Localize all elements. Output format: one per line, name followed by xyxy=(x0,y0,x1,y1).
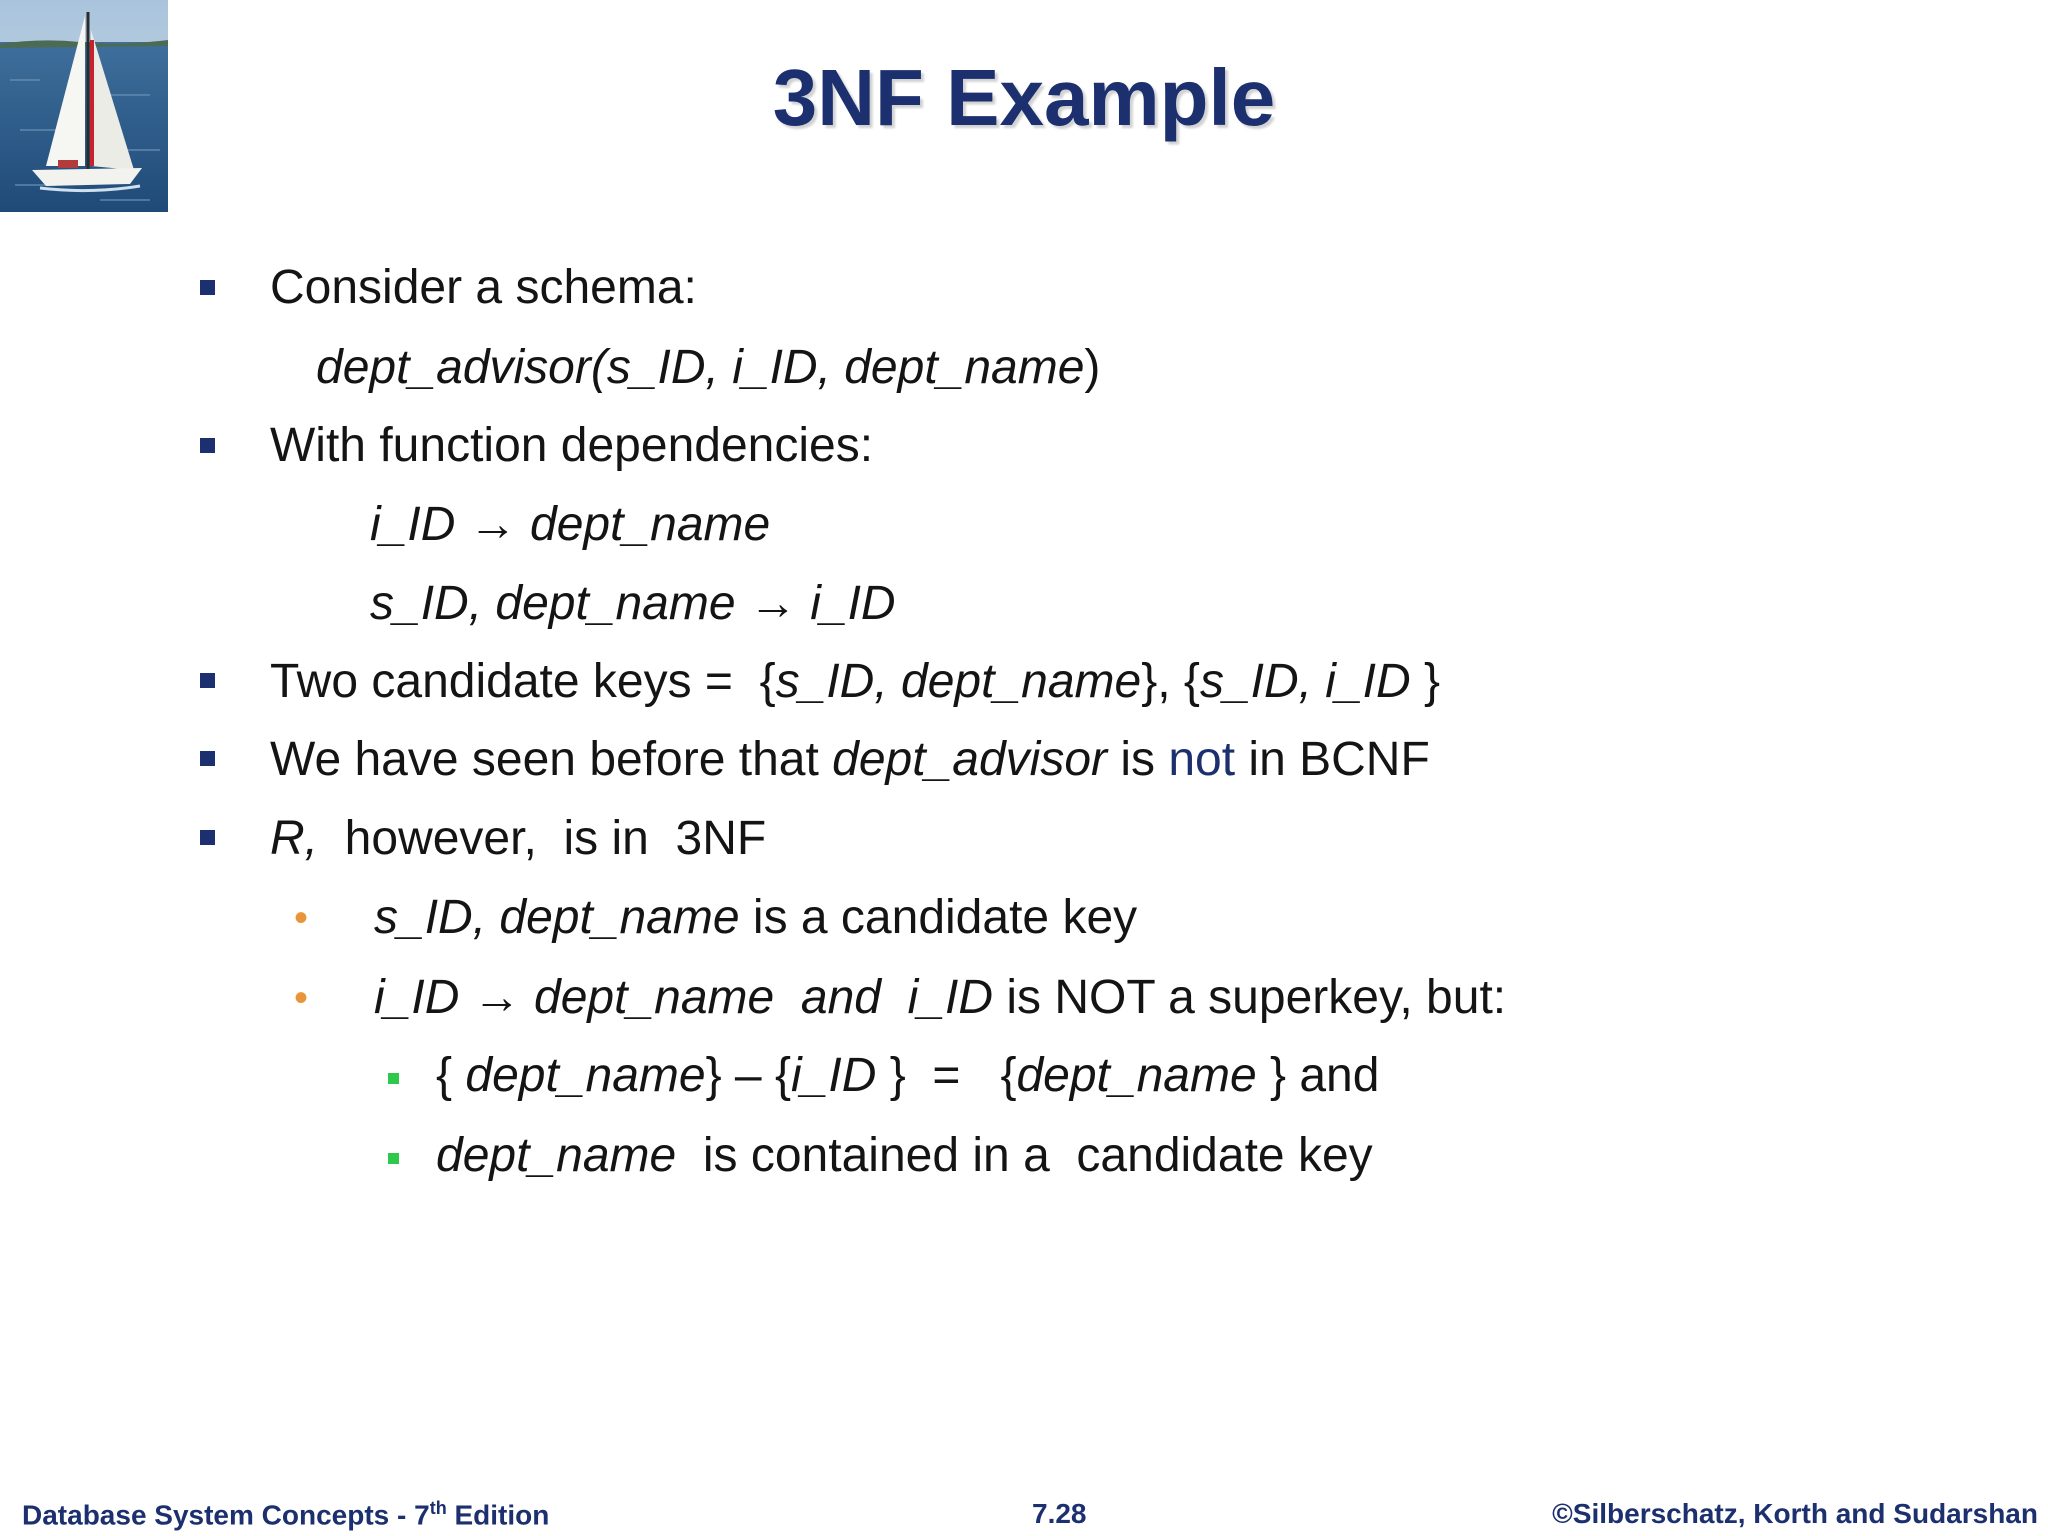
footer-copyright: ©Silberschatz, Korth and Sudarshan xyxy=(1552,1498,2038,1529)
footer-page-number: 7.28 xyxy=(1032,1498,1087,1529)
bullet-square-icon xyxy=(200,438,215,453)
subbullet-not-superkey: i_ID → dept_name and i_ID is NOT a superkey, but: xyxy=(374,971,1507,1024)
bullet-consider-schema: Consider a schema: xyxy=(270,261,697,314)
bullet-square-icon xyxy=(200,830,215,845)
slide-title: 3NF Example xyxy=(772,53,1276,142)
subsubbullet-contained-in-key: dept_name is contained in a candidate key xyxy=(436,1129,1373,1182)
footer-book-title: Database System Concepts - 7th Edition xyxy=(22,1498,550,1531)
bullet-square-icon xyxy=(200,673,215,688)
bullet-green-square-icon xyxy=(388,1073,399,1084)
bullet-square-icon xyxy=(200,280,215,295)
bullet-dot-icon: • xyxy=(294,976,309,1020)
bullet-r-in-3nf: R, however, is in 3NF xyxy=(270,812,767,865)
bullet-green-square-icon xyxy=(388,1153,399,1164)
subsubbullet-set-difference: { dept_name} – {i_ID } = {dept_name } and xyxy=(436,1049,1380,1102)
functional-dependency-2: s_ID, dept_name → i_ID xyxy=(370,577,896,630)
bullet-candidate-keys: Two candidate keys = {s_ID, dept_name}, {s_ID, i_ID } xyxy=(270,655,1441,708)
subbullet-candidate-key: s_ID, dept_name is a candidate key xyxy=(374,891,1138,944)
schema-definition: dept_advisor(s_ID, i_ID, dept_name) xyxy=(316,341,1101,394)
bullet-square-icon xyxy=(200,751,215,766)
functional-dependency-1: i_ID → dept_name xyxy=(370,498,771,551)
bullet-functional-dependencies: With function dependencies: xyxy=(270,419,874,472)
bullet-dot-icon: • xyxy=(294,896,309,940)
bullet-not-bcnf: We have seen before that dept_advisor is not in BCNF xyxy=(270,733,1430,786)
